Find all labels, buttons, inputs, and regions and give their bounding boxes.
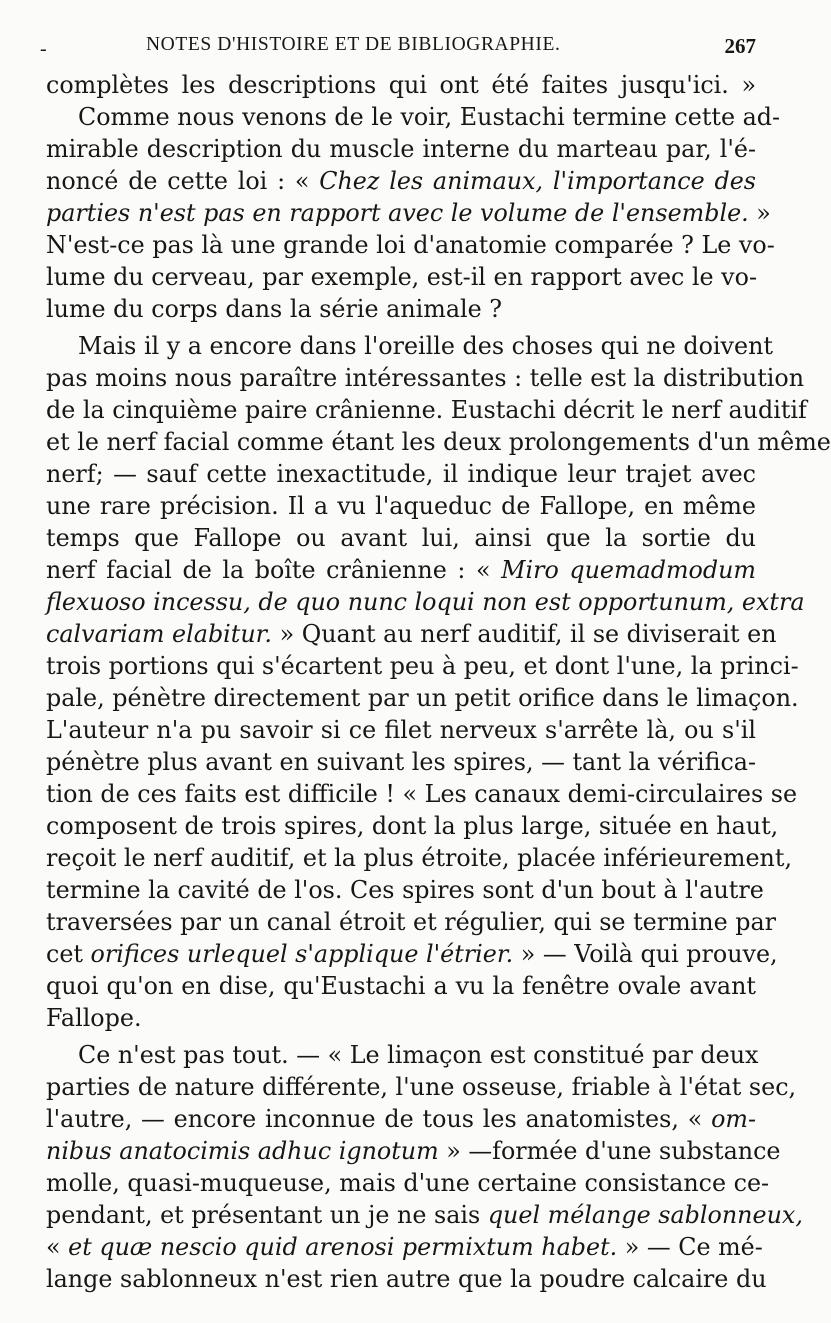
italic-text: quel mélange sablonneux, [487,1201,803,1229]
text-line [46,229,775,261]
text-run: Fallope. [46,1004,142,1032]
text-line [46,1135,781,1167]
text-run: l'autre, — encore inconnue de tous les anatomistes, « [46,1105,712,1133]
text-line [46,778,798,810]
text-run: et le nerf facial comme étant les deux prolongements d'un même [46,428,831,456]
text-line [46,490,756,522]
text-run: composent de trois spires, dont la plus large, située en haut, [46,812,779,840]
text-run: parties de nature différente, l'une osseuse, friable à l'état sec, [46,1073,797,1101]
text-run: « [46,1233,69,1261]
text-run: quoi qu'on en dise, qu'Eustachi a vu la fenêtre ovale avant [46,972,756,1000]
italic-text: flexuoso incessu, de quo nunc loqui non est opportunum, extra [46,588,805,616]
italic-text: orifices urlequel s'applique l'étrier. [90,940,514,968]
italic-text: parties n'est pas en rapport avec le volume de l'ensemble. [46,199,749,227]
text-line [46,362,805,394]
text-run: trois portions qui s'écartent peu à peu, et dont l'une, la princi- [46,652,799,680]
text-line [46,970,756,1002]
text-line [46,197,771,229]
running-title: NOTES D'HISTOIRE ET DE BIBLIOGRAPHIE. [146,34,561,55]
text-run: nerf; — sauf cette inexactitude, il indique leur trajet avec [46,460,756,488]
text-run: » [748,199,771,227]
text-line [46,69,756,101]
text-line [46,330,773,362]
text-line [46,426,831,458]
text-line [46,458,756,490]
text-line [46,1231,763,1263]
text-line [46,1103,756,1135]
text-line [46,261,756,293]
italic-text: et quæ nescio quid arenosi permixtum habet. [68,1233,618,1261]
text-line [46,554,756,586]
text-run: traversées par un canal étroit et régulier, qui se termine par [46,908,777,936]
text-run: lume du corps dans la série animale ? [46,295,503,323]
italic-text: Miro quemadmodum [501,556,756,584]
text-line [46,842,793,874]
text-run: termine la cavité de l'os. Ces spires sont d'un bout à l'autre [46,876,764,904]
text-run: Ce n'est pas tout. — « Le limaçon est constitué par deux [78,1041,759,1069]
text-line [46,1263,767,1295]
text-line [46,522,756,554]
text-run: noncé de cette loi : « [46,167,320,195]
text-run: lume du cerveau, par exemple, est-il en rapport avec le vo- [46,263,757,291]
text-line [46,1071,797,1103]
text-run: complètes les descriptions qui ont été faites jusqu'ici. » [46,71,756,99]
header-mark: - [40,38,47,60]
text-line [46,714,756,746]
italic-text: nibus anatocimis adhuc ignotum [46,1137,439,1165]
page-number: 267 [724,34,756,58]
text-run: Comme nous venons de le voir, Eustachi termine cette ad- [78,103,781,131]
text-line [46,165,756,197]
text-line [46,810,779,842]
text-line [46,1199,803,1231]
text-run: une rare précision. Il a vu l'aqueduc de Fallope, en même [46,492,756,520]
text-run: nerf facial de la boîte crânienne : « [46,556,502,584]
text-line [46,1039,759,1071]
text-run: » — Ce mé- [617,1233,763,1261]
text-run: temps que Fallope ou avant lui, ainsi que la sortie du [46,524,756,552]
text-run: pendant, et présentant un je ne sais [46,1201,488,1229]
text-line [46,133,756,165]
text-line [46,650,799,682]
text-line [46,906,777,938]
text-line [46,874,764,906]
text-run: » —formée d'une substance [438,1137,781,1165]
text-line [46,586,805,618]
text-run: » — Voilà qui prouve, [513,940,778,968]
italic-text: om- [711,1105,756,1133]
italic-text: calvariam elabitur. [46,620,273,648]
text-run: pas moins nous paraître intéressantes : telle est la distribution [46,364,805,392]
text-run: cet [46,940,91,968]
text-run: lange sablonneux n'est rien autre que la poudre calcaire du [46,1265,767,1293]
text-line [46,938,778,970]
text-run: Mais il y a encore dans l'oreille des choses qui ne doivent [78,332,773,360]
text-run: mirable description du muscle interne du marteau par, l'é- [46,135,756,163]
text-line [46,1167,770,1199]
text-line [46,1002,756,1034]
text-run: pale, pénètre directement par un petit orifice dans le limaçon. [46,684,799,712]
running-header [36,34,756,64]
italic-text: Chez les animaux, l'importance des [319,167,756,195]
text-run: de la cinquième paire crânienne. Eustachi décrit le nerf auditif [46,396,807,424]
text-line [46,101,781,133]
text-line [46,682,799,714]
text-run: molle, quasi-muqueuse, mais d'une certaine consistance ce- [46,1169,770,1197]
text-run: » Quant au nerf auditif, il se diviserait en [272,620,777,648]
text-line [46,394,807,426]
text-run: L'auteur n'a pu savoir si ce filet nerveux s'arrête là, ou s'il [46,716,756,744]
text-line [46,746,756,778]
text-run: reçoit le nerf auditif, et la plus étroite, placée inférieurement, [46,844,793,872]
text-run: N'est-ce pas là une grande loi d'anatomie comparée ? Le vo- [46,231,775,259]
body-text [46,69,831,1295]
text-line [46,618,777,650]
text-run: tion de ces faits est difficile ! « Les canaux demi-circulaires se [46,780,798,808]
text-line [46,293,756,325]
text-run: pénètre plus avant en suivant les spires, — tant la vérifica- [46,748,756,776]
